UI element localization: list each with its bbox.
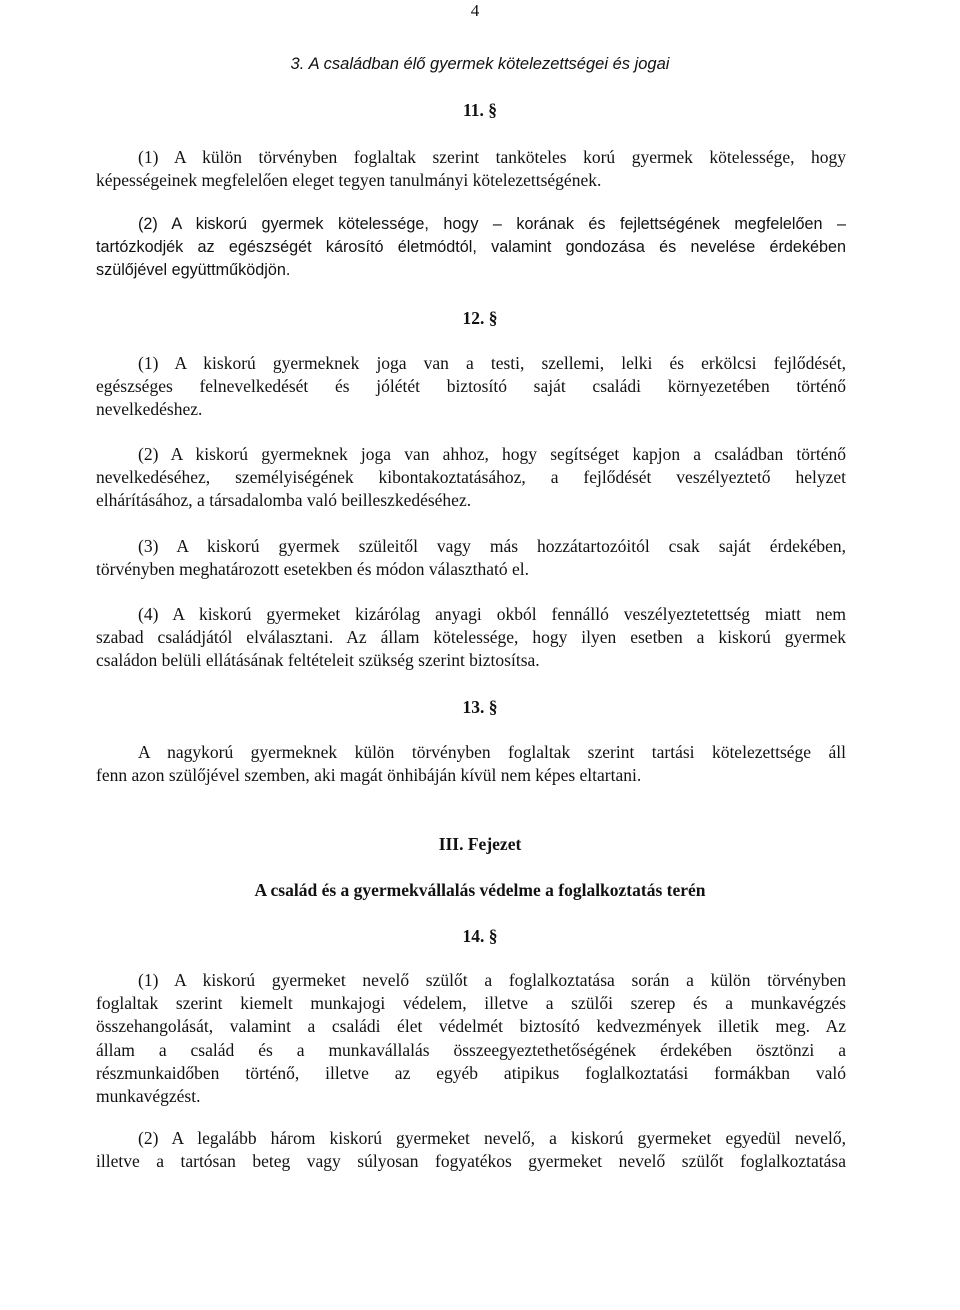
paragraph-line: (3) A kiskorú gyermek szüleitől vagy más hozzátartozóitól csak saját érdekében, (138, 536, 846, 556)
section-heading-14: 14. § (462, 926, 498, 946)
paragraph-line: képességeinek megfelelően eleget tegyen tanulmányi kötelezettségének. (96, 170, 602, 191)
paragraph-line: nevelkedéséhez, személyiségének kibontakoztatásához, a fejlődését veszélyeztető helyzet (96, 467, 846, 488)
chapter-title-text: A családban élő gyermek kötelezettségei és jogai (308, 55, 670, 73)
paragraph-12-3 (96, 535, 846, 581)
section-heading-12: 12. § (462, 308, 498, 328)
section-heading-11: 11. § (462, 100, 498, 120)
paragraph-12-1 (96, 352, 846, 422)
paragraph-14-1 (96, 969, 846, 1108)
paragraph-line: (4) A kiskorú gyermeket kizárólag anyagi okból fennálló veszélyeztetettség miatt nem (138, 604, 846, 624)
paragraph-line: állam a család és a munkavállalás összeegyeztethetőségének érdekében ösztönzi a (96, 1039, 846, 1060)
part-label: III. Fejezet (438, 834, 522, 854)
paragraph-line: tartózkodjék az egészségét károsító életmódtól, valamint gondozása és nevelése érdekében (96, 238, 846, 257)
part-title: A család és a gyermekvállalás védelme a foglalkoztatás terén (254, 880, 706, 900)
paragraph-line: (2) A kiskorú gyermek kötelessége, hogy – korának és fejlettségének megfelelően – (138, 215, 846, 233)
paragraph-line: összehangolását, valamint a családi élet védelmét biztosító kedvezmények illetik meg. Az (96, 1016, 846, 1037)
paragraph-line: egészséges felnevelkedését és jólétét biztosító saját családi környezetében történő (96, 376, 846, 397)
paragraph-line: fenn azon szülőjével szemben, aki magát önhibáján kívül nem képes eltartani. (96, 765, 642, 786)
paragraph-11-2 (96, 213, 846, 283)
paragraph-line: (1) A külön törvényben foglaltak szerint tanköteles korú gyermek kötelessége, hogy (138, 147, 846, 167)
chapter-number: 3. (290, 55, 305, 73)
paragraph-line: A nagykorú gyermeknek külön törvényben foglaltak szerint tartási kötelezettsége áll (138, 742, 846, 762)
paragraph-line: munkavégzést. (96, 1086, 201, 1107)
paragraph-line: nevelkedéshez. (96, 399, 203, 420)
paragraph-line: (1) A kiskorú gyermeknek joga van a testi, szellemi, lelki és erkölcsi fejlődését, (138, 353, 846, 373)
paragraph-line: illetve a tartósan beteg vagy súlyosan fogyatékos gyermeket nevelő szülőt foglalkoztatása (96, 1151, 846, 1172)
paragraph-11-1 (96, 146, 846, 192)
paragraph-13 (96, 741, 846, 787)
paragraph-line: (1) A kiskorú gyermeket nevelő szülőt a foglalkoztatása során a külön törvényben (138, 970, 846, 990)
section-heading-13: 13. § (462, 697, 498, 717)
paragraph-line: foglaltak szerint kiemelt munkajogi védelem, illetve a szülői szerep és a munkavégzés (96, 993, 846, 1014)
paragraph-line: családon belüli ellátásának feltételeit szükség szerint biztosítsa. (96, 650, 540, 671)
paragraph-line: (2) A legalább három kiskorú gyermeket nevelő, a kiskorú gyermeket egyedül nevelő, (138, 1128, 846, 1148)
paragraph-line: részmunkaidőben történő, illetve az egyéb atipikus foglalkoztatási formákban való (96, 1062, 846, 1083)
paragraph-line: törvényben meghatározott esetekben és módon választható el. (96, 559, 529, 580)
chapter-title (0, 51, 960, 76)
paragraph-line: (2) A kiskorú gyermeknek joga van ahhoz, hogy segítséget kapjon a családban történő (138, 444, 846, 464)
paragraph-12-4 (96, 603, 846, 673)
paragraph-line: szülőjével együttműködjön. (96, 261, 291, 280)
paragraph-12-2 (96, 443, 846, 513)
paragraph-line: szabad családjától elválasztani. Az állam kötelessége, hogy ilyen esetben a kiskorú gyermek (96, 627, 846, 648)
paragraph-14-2 (96, 1127, 846, 1173)
paragraph-line: elhárításához, a társadalomba való beilleszkedéséhez. (96, 490, 472, 511)
page-number: 4 (470, 1, 480, 20)
